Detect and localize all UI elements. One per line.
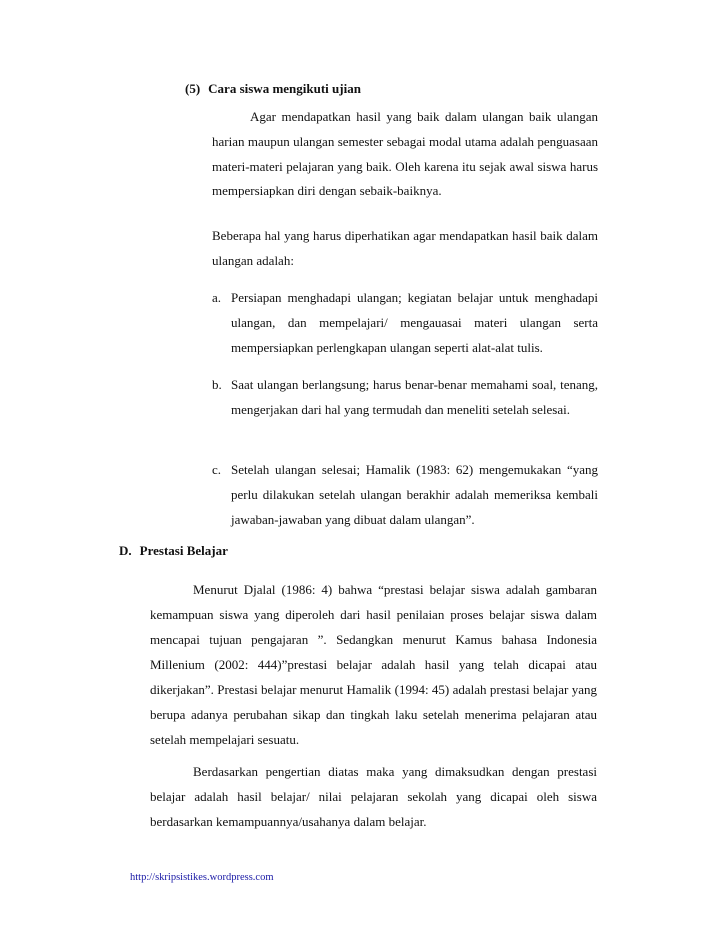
list-text: Setelah ulangan selesai; Hamalik (1983: 62) mengemukakan “yang perlu dilakukan setelah ulangan berakhir adalah memeriksa kembali jawaban-jawaban yang dibuat dalam ulangan”. — [231, 462, 598, 527]
list-item-a — [212, 286, 598, 360]
list-marker: b. — [212, 377, 222, 392]
section-heading — [119, 543, 228, 559]
section-title: Prestasi Belajar — [139, 543, 228, 558]
list-marker: c. — [212, 462, 222, 477]
paragraph-definition: Menurut Djalal (1986: 4) bahwa “prestasi belajar siswa adalah gambaran kemampuan siswa yang diperoleh dari hasil penilaian proses belajar siswa dalam mencapai tujuan pengajaran ”. Sedangkan menurut Kamus bahasa Indonesia Millenium (2002: 444)”prestasi belajar adalah hasil yang telah dicapai atau dikerjakan”. Prestasi belajar menurut Hamalik (1994: 45) adalah prestasi belajar yang berupa adanya perubahan sikap dan tingkah laku setelah menerima pelajaran atau setelah mempelajari sesuatu. — [150, 582, 597, 747]
subsection-heading — [185, 81, 361, 97]
paragraph-conclusion: Berdasarkan pengertian diatas maka yang dimaksudkan dengan prestasi belajar adalah hasil belajar/ nilai pelajaran sekolah yang dicapai oleh siswa berdasarkan kemampuannya/usahanya dalam belajar. — [150, 764, 597, 829]
subsection-title: Cara siswa mengikuti ujian — [208, 81, 361, 96]
list-text: Saat ulangan berlangsung; harus benar-benar memahami soal, tenang, mengerjakan dari hal yang termudah dan meneliti setelah selesai. — [231, 377, 598, 417]
list-item-b — [212, 373, 598, 423]
section-letter: D. — [119, 543, 132, 558]
footer-url[interactable]: http://skripsistikes.wordpress.com — [130, 872, 274, 883]
list-marker: a. — [212, 290, 222, 305]
subsection-number: (5) — [185, 81, 201, 96]
list-text: Persiapan menghadapi ulangan; kegiatan belajar untuk menghadapi ulangan, dan mempelajari/ mengauasai materi ulangan serta mempersiapkan perlengkapan ulangan seperti alat-alat tulis. — [231, 290, 598, 355]
list-item-c — [212, 458, 598, 532]
paragraph-considerations: Beberapa hal yang harus diperhatikan agar mendapatkan hasil baik dalam ulangan adalah: — [212, 228, 598, 268]
paragraph-preparation-intro: Agar mendapatkan hasil yang baik dalam ulangan baik ulangan harian maupun ulangan semester sebagai modal utama adalah penguasaan materi-materi pelajaran yang baik. Oleh karena itu sejak awal siswa harus mempersiapkan diri dengan sebaik-baiknya. — [212, 109, 598, 199]
